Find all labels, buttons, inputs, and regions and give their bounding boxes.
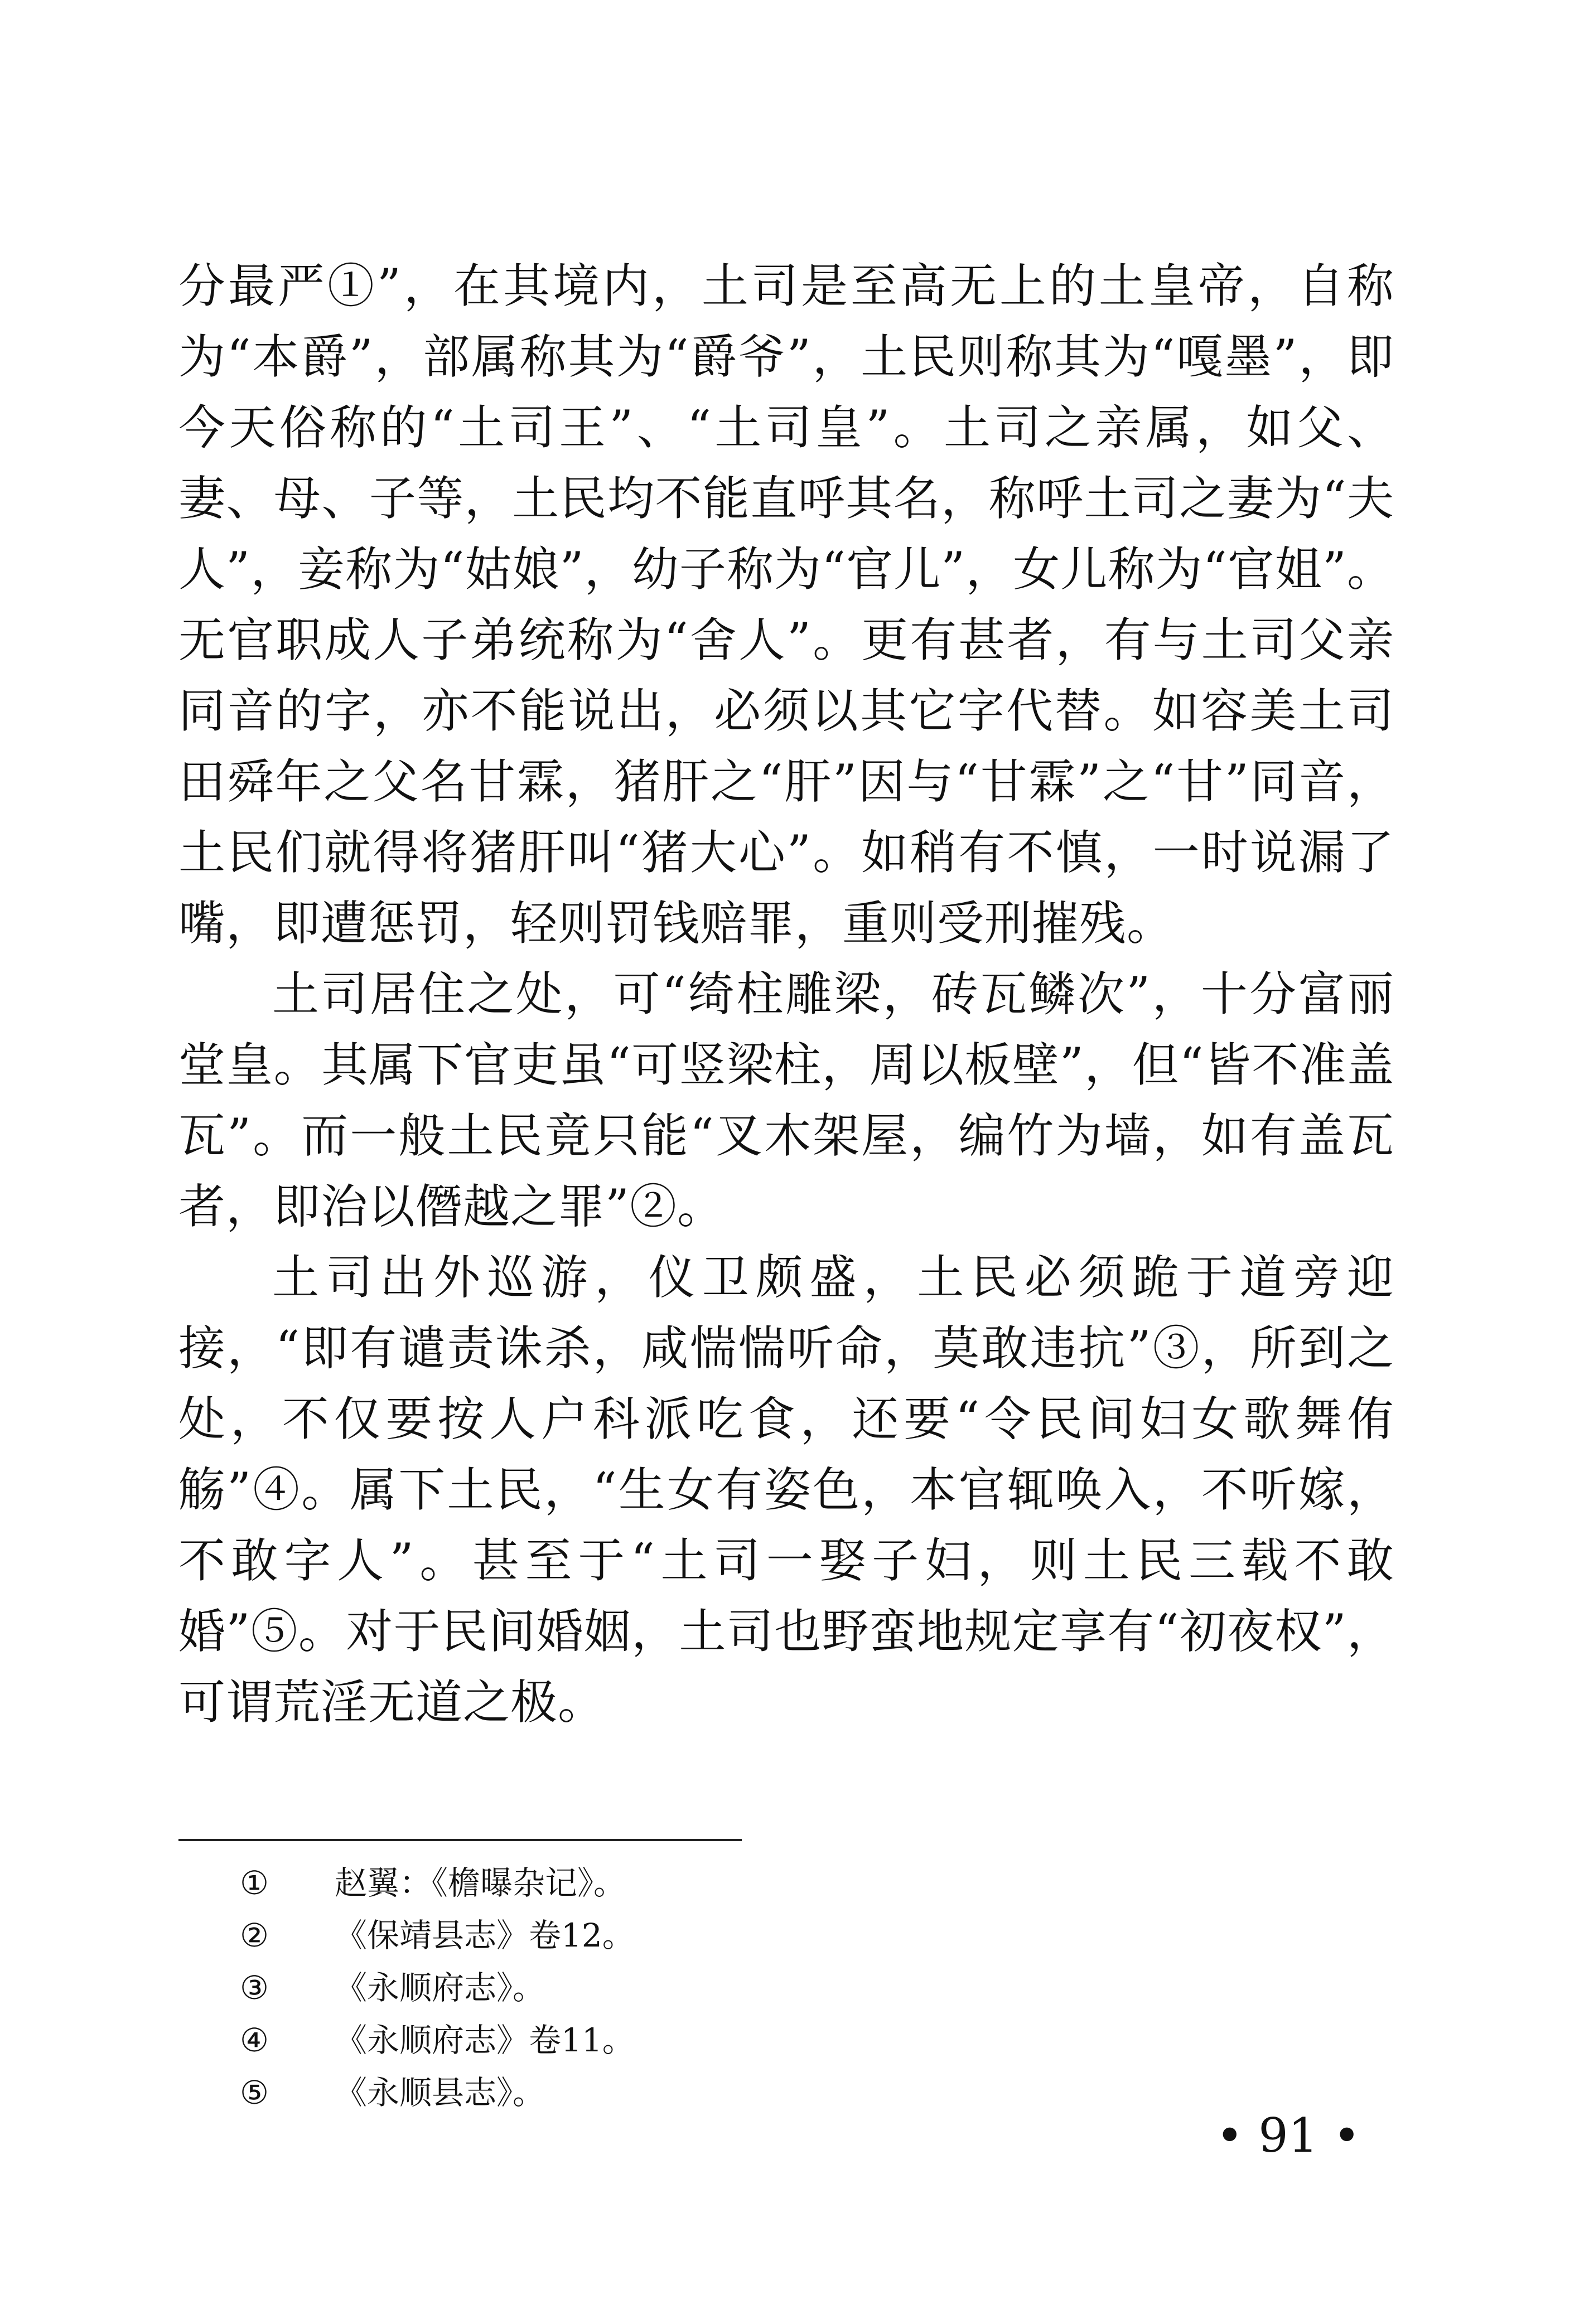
footnote-text: 《永顺县志》。 bbox=[335, 2074, 545, 2112]
footnote-marker: ③ bbox=[240, 1969, 269, 2007]
footnote-text: 赵翼：《檐曝杂记》。 bbox=[335, 1864, 626, 1902]
footnote-2 bbox=[240, 1909, 1244, 1962]
paragraph-2: 土司居住之处，可“绮柱雕梁，砖瓦鳞次”，十分富丽堂皇。其属下官吏虽“可竖梁柱，周以板壁”，但“皆不准盖瓦”。而一般土民竟只能“叉木架屋，编竹为墙，如有盖瓦者，即治以僭越之罪”②。 bbox=[178, 967, 1394, 1234]
footnote-4 bbox=[240, 2014, 1244, 2066]
footnote-text: 《保靖县志》卷12。 bbox=[335, 1916, 635, 1954]
footnote-marker: ⑤ bbox=[240, 2074, 269, 2112]
footnote-text: 《永顺府志》卷11。 bbox=[335, 2021, 635, 2059]
body-text bbox=[178, 251, 1394, 1738]
footnote-marker: ① bbox=[240, 1864, 269, 1902]
paragraph-3: 土司出外巡游，仪卫颇盛，土民必须跪于道旁迎接，“即有谴责诛杀，咸惴惴听命，莫敢违抗”③，所到之处，不仅要按人户科派吃食，还要“令民间妇女歌舞侑觞”④。属下土民，“生女有姿色，本官辄唤入，不听嫁，不敢字人”。甚至于“土司一娶子妇，则土民三载不敢婚”⑤。对于民间婚姻，土司也野蛮地规定享有“初夜权”，可谓荒淫无道之极。 bbox=[178, 1250, 1394, 1730]
footnote-1 bbox=[240, 1857, 1244, 1909]
footnote-marker: ④ bbox=[240, 2021, 269, 2059]
page-number: • 91 • bbox=[1216, 2108, 1361, 2163]
footnote-divider bbox=[178, 1839, 742, 1841]
footnote-text: 《永顺府志》。 bbox=[335, 1969, 545, 2007]
footnote-marker: ② bbox=[240, 1916, 269, 1954]
footnote-5 bbox=[240, 2066, 1244, 2119]
footnote-3 bbox=[240, 1962, 1244, 2014]
footnotes bbox=[240, 1857, 1244, 2119]
paragraph-1: 分最严①”，在其境内，土司是至高无上的土皇帝，自称为“本爵”，部属称其为“爵爷”，土民则称其为“嘎墨”，即今天俗称的“土司王”、“土司皇”。土司之亲属，如父、妻、母、子等，土民均不能直呼其名，称呼土司之妻为“夫人”，妾称为“姑娘”，幼子称为“官儿”，女儿称为“官姐”。无官职成人子弟统称为“舍人”。更有甚者，有与土司父亲同音的字，亦不能说出，必须以其它字代替。如容美土司田舜年之父名甘霖，猪肝之“肝”因与“甘霖”之“甘”同音，土民们就得将猪肝叫“猪大心”。如稍有不慎，一时说漏了嘴，即遭惩罚，轻则罚钱赔罪，重则受刑摧残。 bbox=[178, 259, 1394, 951]
